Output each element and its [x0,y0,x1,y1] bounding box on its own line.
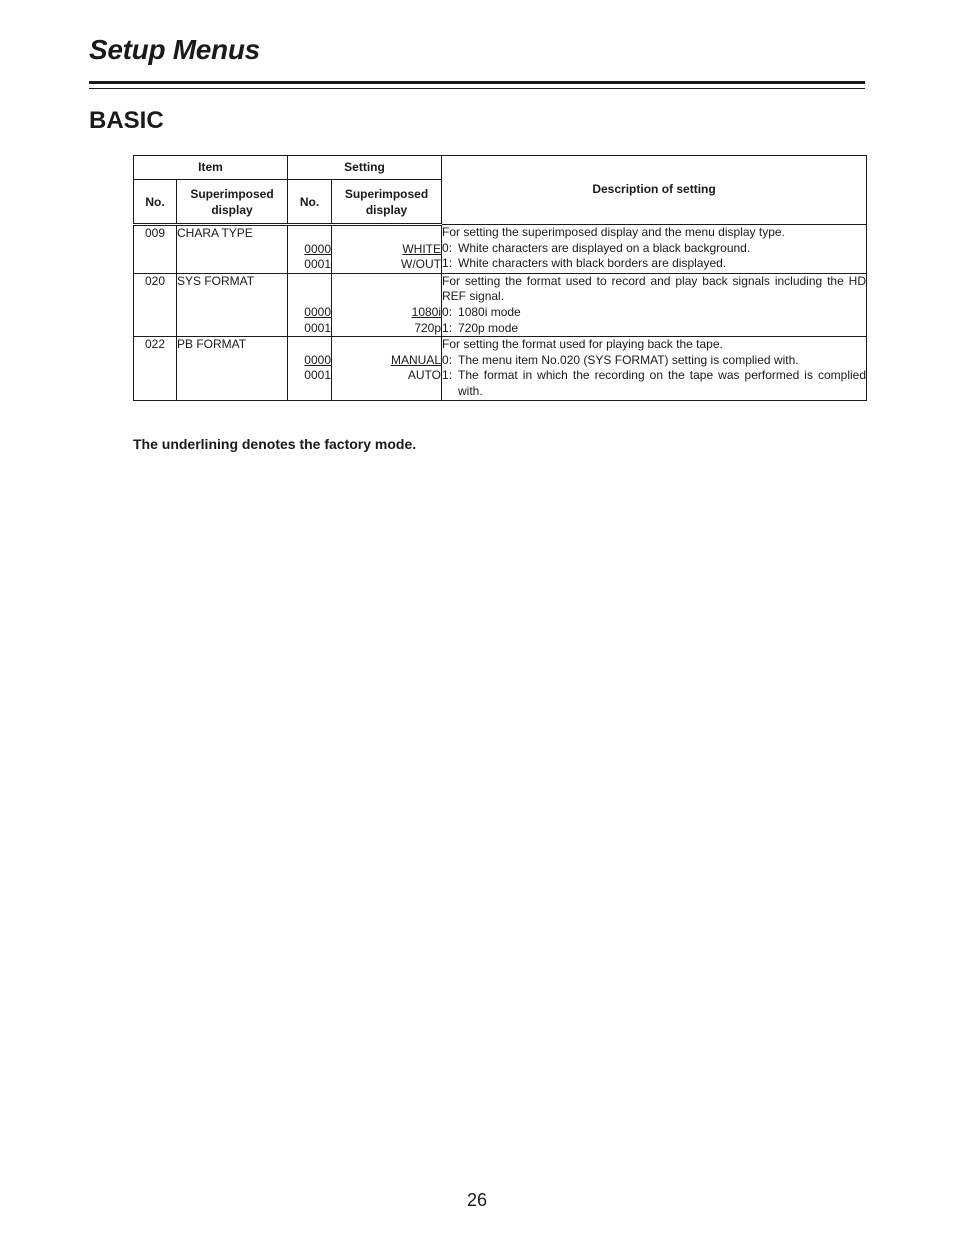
header-item: Item [134,156,288,180]
setting-no: 0001 [304,368,331,383]
item-no: 022 [134,337,177,400]
header-description: Description of setting [442,156,867,225]
setting-no-default: 0000 [304,352,331,367]
setting-display-default: WHITE [402,241,442,256]
setting-no-cell [288,273,332,336]
factory-mode-note: The underlining denotes the factory mode. [133,436,417,452]
setting-display-default: MANUAL [391,352,442,367]
item-display: SYS FORMAT [177,273,288,336]
option-line: 0: 1080i mode [442,304,521,319]
header-item-display: Superimposed display [177,180,288,225]
header-setting-display: Superimposed display [332,180,442,225]
option-line: 1: The format in which the recording on the tape was performed is complied with. [442,368,867,398]
description-intro: For setting the superimposed display and the menu display type. [442,225,785,239]
setting-display-cell [332,273,442,336]
option-line: 0: The menu item No.020 (SYS FORMAT) setting is complied with. [442,352,799,367]
table-header-group-row [134,156,867,180]
setting-no-default: 0000 [304,241,331,256]
item-display: PB FORMAT [177,337,288,400]
header-rule-thin [89,88,865,89]
setting-display-cell [332,225,442,274]
setting-no-default: 0000 [304,304,331,319]
table-row [134,337,867,400]
setting-no-cell [288,225,332,274]
setting-display: W/OUT [401,257,442,272]
item-no: 009 [134,225,177,274]
header-setting-no: No. [288,180,332,225]
setting-display: AUTO [407,368,442,383]
option-line: 1: White characters with black borders are displayed. [442,256,727,271]
setting-display-cell [332,337,442,400]
setting-display-default: 1080i [411,304,442,319]
header-rule-thick [89,81,865,84]
option-line: 1: 720p mode [442,320,519,335]
section-title: BASIC [89,107,164,134]
table-row [134,225,867,274]
description-cell [442,273,867,336]
page-title: Setup Menus [89,34,260,65]
setting-no: 0001 [304,320,331,335]
description-intro: For setting the format used to record and play back signals including the HD REF signal. [442,273,867,304]
option-line: 0: White characters are displayed on a black background. [442,240,751,255]
setting-no-cell [288,337,332,400]
table-row [134,273,867,336]
header-setting: Setting [288,156,442,180]
description-intro: For setting the format used for playing back the tape. [442,337,723,352]
header-item-no: No. [134,180,177,225]
setup-menu-table [133,155,867,401]
item-display: CHARA TYPE [177,225,288,274]
description-cell [442,225,867,274]
setting-display: 720p [414,320,442,335]
item-no: 020 [134,273,177,336]
setting-no: 0001 [304,257,331,272]
page-number: 26 [466,1190,488,1210]
description-cell [442,337,867,400]
